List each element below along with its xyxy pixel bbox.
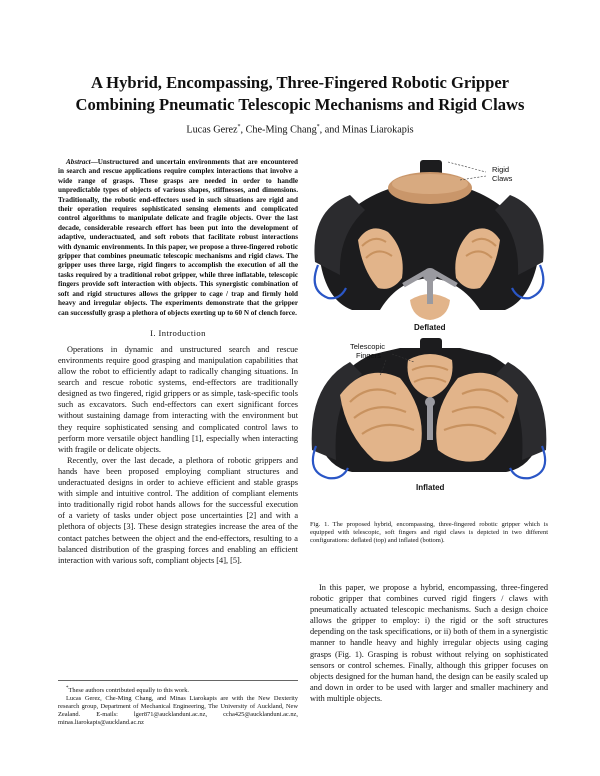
right-paragraph: In this paper, we propose a hybrid, encompassing, three-fingered robotic gripper that combines curved rigid fingers / claws with pneumatically actuated telescopic mechanisms. Such a design choice allows the gripper to employ: i) the rigid or the soft structures depending on the task specifications, or ii) both of them in a synergistic manner to handle heavy and highly irregular objects using caging grasps (Fig. 1). Grasping is robust without relying on sophisticated sensors or control schemes. Finally, although this gripper focuses on objects designed for the human hand, the design can be easily scaled up and down in order to be used with larger and smaller machinery and with multiple objects.: [310, 583, 549, 703]
right-column-text: [310, 582, 548, 704]
label-telescopic-line1: Telescopic: [350, 342, 386, 351]
left-column: [58, 158, 298, 566]
abstract-text: —Unstructured and uncertain environments that are encountered in search and rescue applications require complex interactions that involve a wide range of grasps. These grasps are needed in order to handle unpredictable types of objects of various shapes, stiffnesses, and dimensions. Traditionally, the robotic end-effectors used in such situations are rigid and their operation requires sophisticated sensing elements and complicated control algorithms to manipulate delicate and fragile objects. Over the last decade, considerable research effort has been put into the development of adaptive, underactuated, and soft robots that facilitate robust interactions with dynamic environments. In this paper, we propose a three-fingered robotic gripper that combines pneumatic telescopic mechanisms and rigid claws. The gripper uses three large, rigid fingers to accomplish the execution of all the tasks required by a traditional robot gripper, while three inflatable, telescopic fingers provide soft interaction with objects. This synergistic combination of soft and rigid structures allows the gripper to cage / trap and firmly hold heavy and irregular objects. The experiments demonstrate that the gripper can successfully grasp a plethora of objects exerting up to 60 N of clench force.: [58, 158, 298, 317]
section-heading: I. Introduction: [150, 327, 206, 338]
author-name: Minas Liarokapis: [342, 124, 414, 136]
inflated-gripper-image: [312, 338, 547, 492]
abstract-label: Abstract: [66, 158, 91, 166]
right-column: [310, 150, 548, 545]
footnote-affiliation: Lucas Gerez, Che-Ming Chang, and Minas Liarokapis are with the New Dexterity research group, Department of Mechanical Engineering, The University of Auckland, New Zealand. E-mails: lger871@aucklanduni.ac.nz, ccha425@aucklanduni.ac.nz, minas.liarokapis@auckland.ac.nz: [58, 695, 298, 727]
abstract: [58, 158, 298, 318]
title-line-1: A Hybrid, Encompassing, Three-Fingered Robotic Gripper: [90, 73, 510, 92]
footnotes: [58, 680, 298, 727]
label-telescopic-line2: Fingers: [356, 351, 382, 360]
intro-paragraph: Operations in dynamic and unstructured search and rescue environments require good grasping and manipulation capabilities that allow the robot to efficiently adapt to radically changing situations. In search and rescue robotic systems, end-effectors are traditionally designed as two fingered, rigid grippers or as simple, task-specific tools such as excavators. Such end-effectors can exert significant forces without sustaining damage from interacting with the environment but they require sophisticated sensing and complicated control laws to perform more versatile object handling [1], especially when interacting with fragile or delicate objects.: [58, 344, 298, 454]
paper-title: [40, 72, 560, 116]
author-list: [40, 124, 560, 135]
figure-1: [310, 150, 548, 545]
author-mark: *: [237, 124, 241, 130]
deflated-gripper-image: [314, 160, 543, 332]
title-line-2: Combining Pneumatic Telescopic Mechanisms and Rigid Claws: [75, 95, 525, 114]
author-separator: , and: [319, 124, 343, 136]
label-rigid-claws-line1: Rigid: [492, 165, 510, 174]
author-name: Lucas Gerez: [186, 124, 238, 136]
label-deflated: Deflated: [414, 323, 446, 332]
gripper-photo-illustration: [310, 150, 548, 508]
author-separator: ,: [240, 124, 246, 136]
label-rigid-claws-line2: Claws: [492, 174, 513, 183]
author-mark: *: [316, 124, 320, 130]
figure-caption: Fig. 1. The proposed hybrid, encompassing, three-fingered robotic gripper which is equipped with telescopic, soft fingers and rigid claws is depicted in two different configurations: deflated (top) and inflated (bottom).: [310, 521, 548, 545]
footnote-equal-contribution: *These authors contributed equally to this work.: [66, 686, 190, 695]
label-inflated: Inflated: [416, 483, 445, 492]
footnote-mark: *: [66, 686, 69, 691]
intro-paragraph: Recently, over the last decade, a plethora of robotic grippers and hands have been proposed employing compliant structures and underactuated designs in order to achieve efficient and stable grasps with simple and intuitive control. The addition of compliant elements into traditionally rigid robot hands allows for the successful execution of a variety of tasks under object pose uncertainties [2] and with a plethora of objects [3]. These design strategies increase the area of the contact patches between the object and the end-effectors, resulting to a balanced distribution of the grasping forces and enabling an efficient interaction with various soft, compliant objects [4], [5].: [58, 455, 298, 565]
author-name: Che-Ming Chang: [245, 124, 317, 136]
